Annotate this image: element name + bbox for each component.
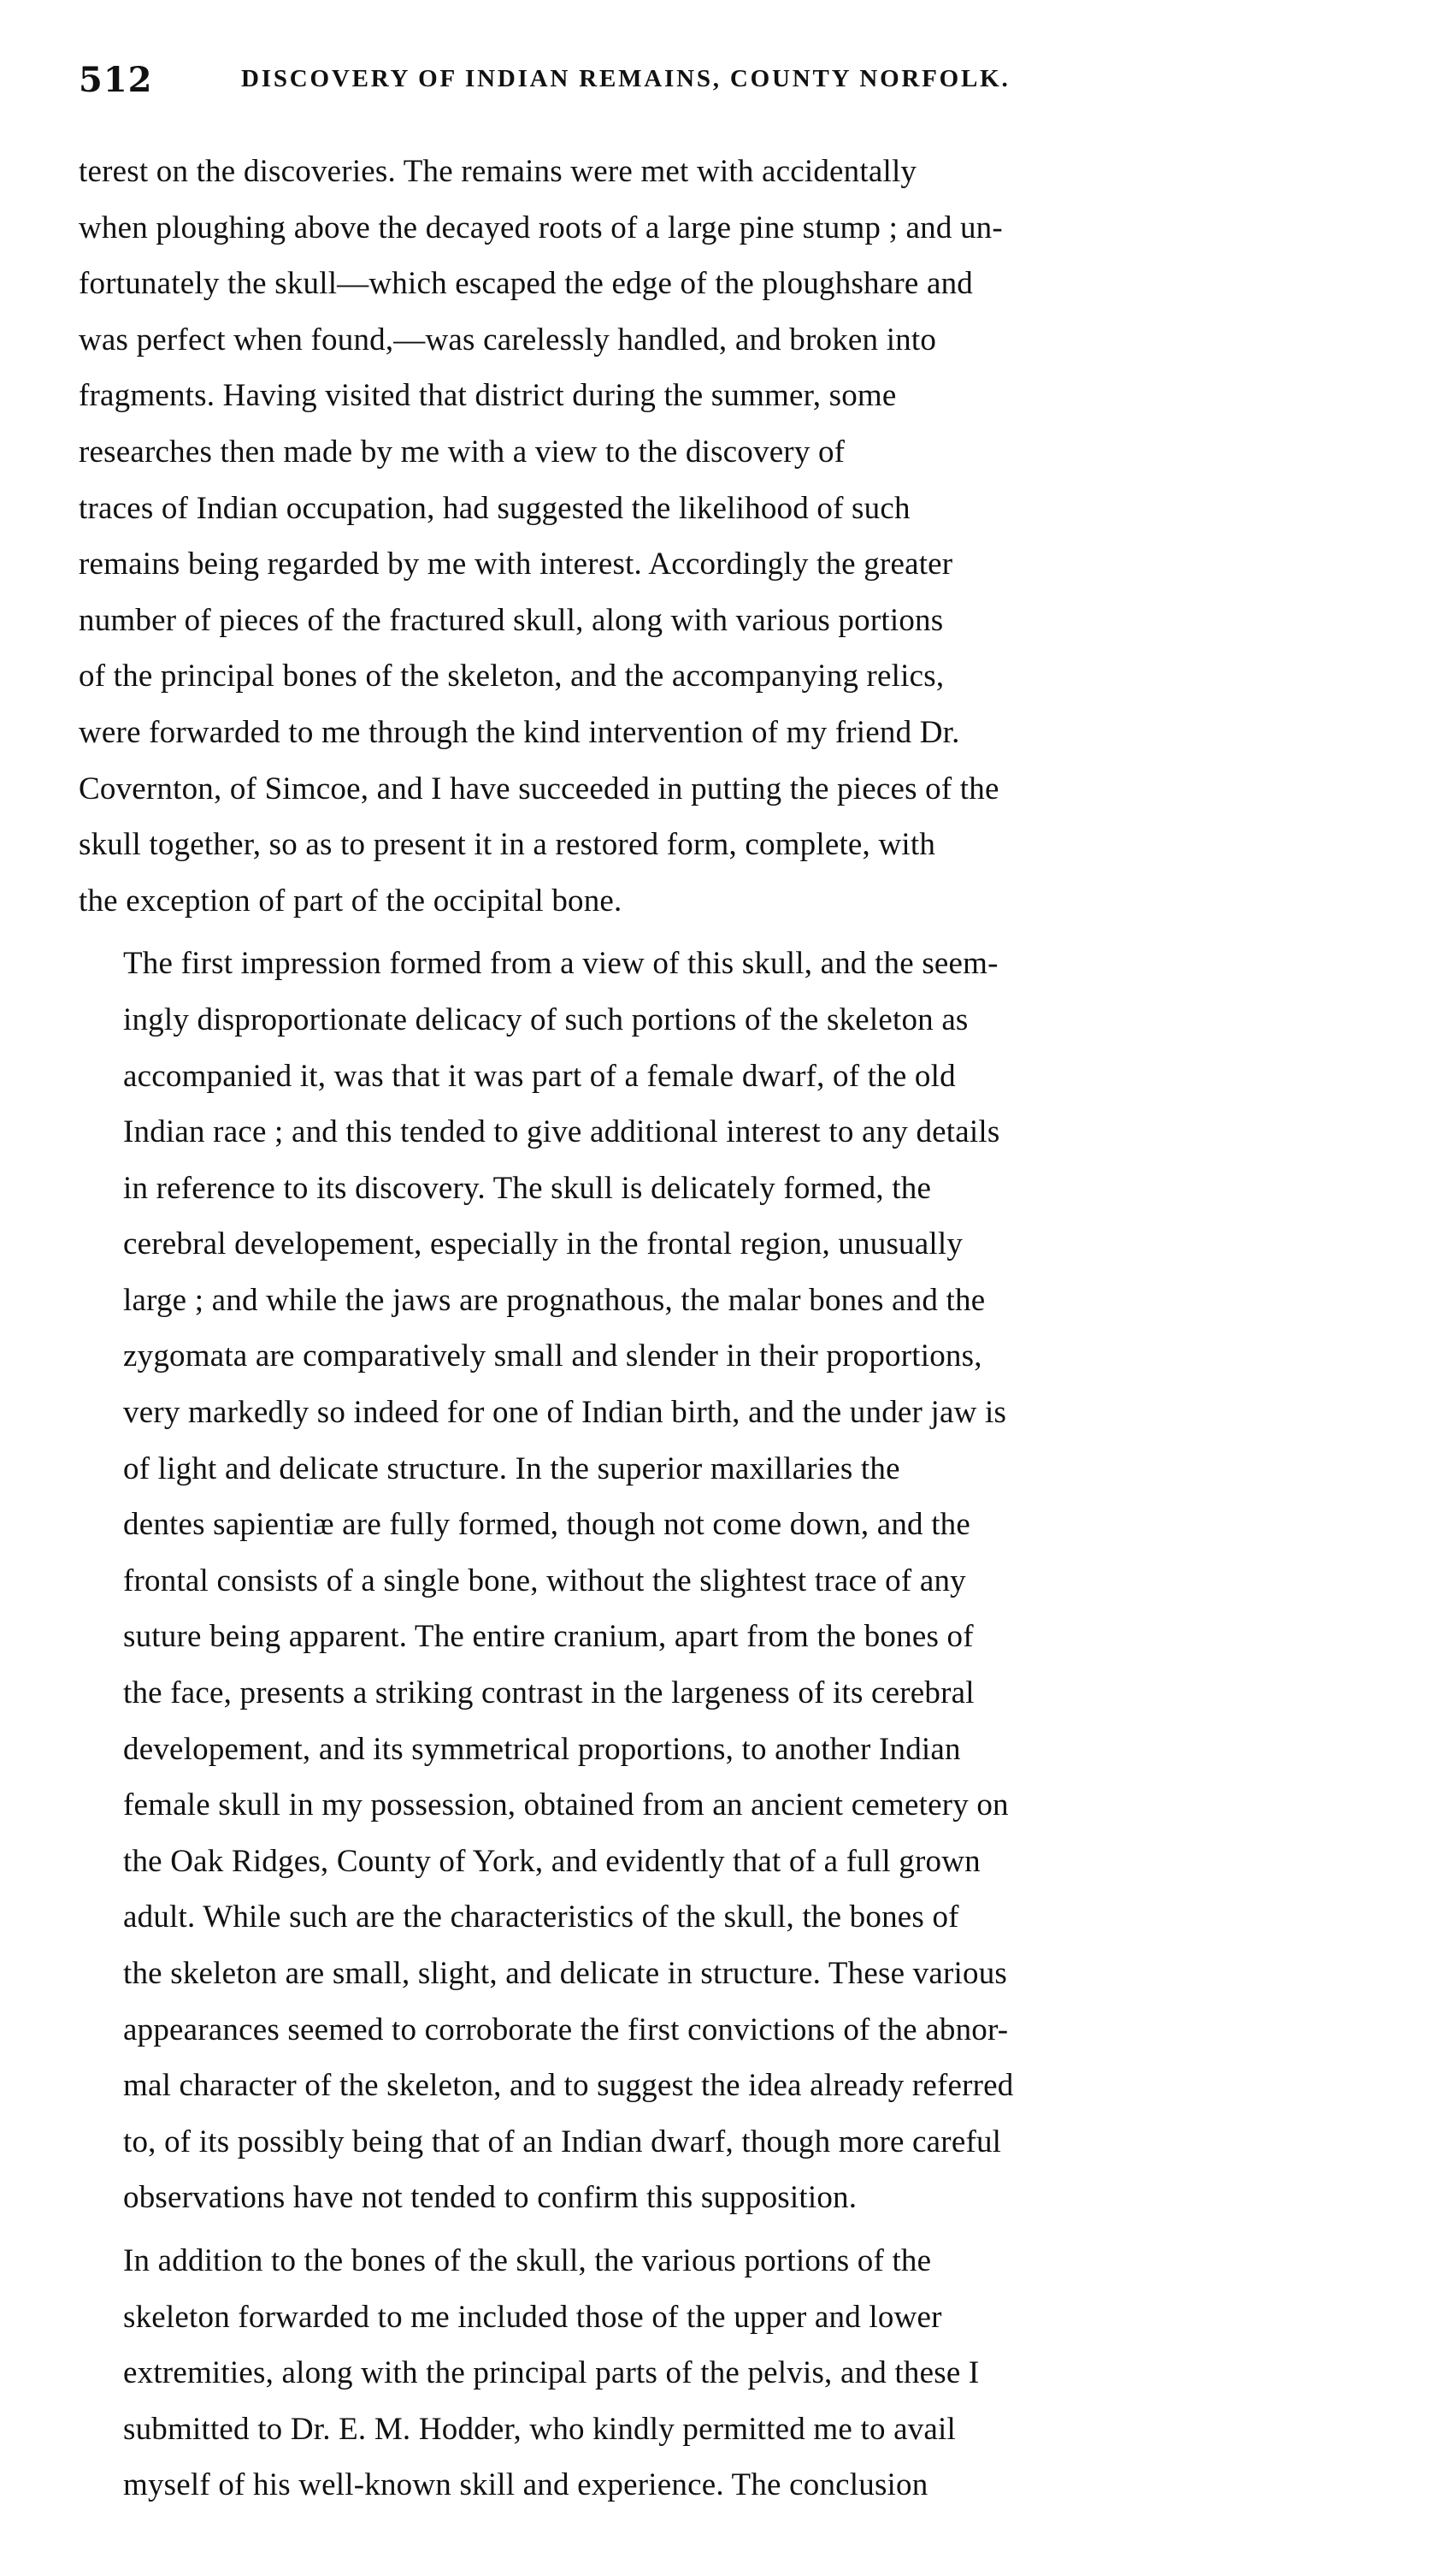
text-line: traces of Indian occupation, had suggested the likelihood of such — [79, 490, 911, 526]
text-line: observations have not tended to confirm this supposition. — [123, 2180, 858, 2216]
text-line: submitted to Dr. E. M. Hodder, who kindly permitted me to avail — [123, 2411, 957, 2447]
text-line: myself of his well-known skill and experience. The conclusion — [123, 2467, 928, 2503]
text-line: Indian race ; and this tended to give additional interest to any details — [123, 1114, 1000, 1150]
text-line: extremities, along with the principal parts of the pelvis, and these I — [123, 2355, 980, 2391]
text-line: skull together, so as to present it in a restored form, complete, with — [79, 827, 936, 863]
text-line: terest on the discoveries. The remains were met with accidentally — [79, 154, 917, 189]
text-line: of the principal bones of the skeleton, and the accompanying relics, — [79, 659, 945, 694]
text-line: adult. While such are the characteristics of the skull, the bones of — [123, 1899, 959, 1935]
text-line: Covernton, of Simcoe, and I have succeeded in putting the pieces of the — [79, 771, 999, 806]
text-line: female skull in my possession, obtained from an ancient cemetery on — [123, 1787, 1009, 1823]
text-line: the skeleton are small, slight, and delicate in structure. These various — [123, 1956, 1007, 1991]
text-line: suture being apparent. The entire cranium, apart from the bones of — [123, 1619, 974, 1655]
text-line: dentes sapientiæ are fully formed, though not come down, and the — [123, 1507, 971, 1543]
text-line: in reference to its discovery. The skull is delicately formed, the — [123, 1170, 932, 1206]
text-line: researches then made by me with a view to the discovery of — [79, 434, 846, 470]
running-title: DISCOVERY OF INDIAN REMAINS, COUNTY NORFOLK. — [241, 65, 1011, 92]
paragraph-continuation — [79, 144, 1412, 929]
text-line: ingly disproportionate delicacy of such portions of the skeleton as — [123, 1001, 969, 1037]
body-text — [79, 144, 1412, 2514]
text-line: the face, presents a striking contrast in the largeness of its cerebral — [123, 1675, 975, 1711]
text-line: the exception of part of the occipital bone. — [79, 883, 622, 919]
text-line: appearances seemed to corroborate the first convictions of the abnor- — [123, 2012, 1009, 2047]
text-line: was perfect when found,—was carelessly handled, and broken into — [79, 322, 937, 357]
paragraph-additional-bones — [79, 2233, 1412, 2514]
text-line: large ; and while the jaws are prognathous, the malar bones and the — [123, 1282, 986, 1318]
text-line: In addition to the bones of the skull, the various portions of the — [123, 2242, 932, 2278]
text-line: when ploughing above the decayed roots of a large pine stump ; and un- — [79, 210, 1003, 245]
text-line: number of pieces of the fractured skull, along with various portions — [79, 602, 944, 638]
paragraph-spacer — [79, 929, 1412, 936]
text-line: mal character of the skeleton, and to suggest the idea already referred — [123, 2068, 1014, 2104]
running-header — [79, 60, 1412, 120]
paragraph-spacer — [79, 2226, 1412, 2233]
page-number: 512 — [79, 60, 153, 100]
text-line: accompanied it, was that it was part of a female dwarf, of the old — [123, 1058, 956, 1094]
text-line: remains being regarded by me with interest. Accordingly the greater — [79, 546, 953, 582]
text-line: very markedly so indeed for one of Indian birth, and the under jaw is — [123, 1395, 1007, 1431]
text-line: zygomata are comparatively small and slender in their proportions, — [123, 1338, 982, 1374]
document-page — [79, 60, 1412, 2514]
text-line: to, of its possibly being that of an Indian dwarf, though more careful — [123, 2124, 1002, 2159]
text-line: The first impression formed from a view of this skull, and the seem- — [123, 946, 999, 982]
text-line: developement, and its symmetrical proportions, to another Indian — [123, 1731, 961, 1767]
paragraph-first-impression — [79, 936, 1412, 2226]
text-line: cerebral developement, especially in the frontal region, unusually — [123, 1226, 964, 1262]
text-line: skeleton forwarded to me included those of the upper and lower — [123, 2299, 942, 2335]
text-line: frontal consists of a single bone, without the slightest trace of any — [123, 1563, 966, 1598]
text-line: fragments. Having visited that district during the summer, some — [79, 378, 897, 414]
text-line: of light and delicate structure. In the superior maxillaries the — [123, 1450, 900, 1486]
text-line: were forwarded to me through the kind intervention of my friend Dr. — [79, 714, 960, 750]
text-line: fortunately the skull—which escaped the edge of the ploughshare and — [79, 266, 973, 302]
text-line: the Oak Ridges, County of York, and evidently that of a full grown — [123, 1843, 981, 1879]
